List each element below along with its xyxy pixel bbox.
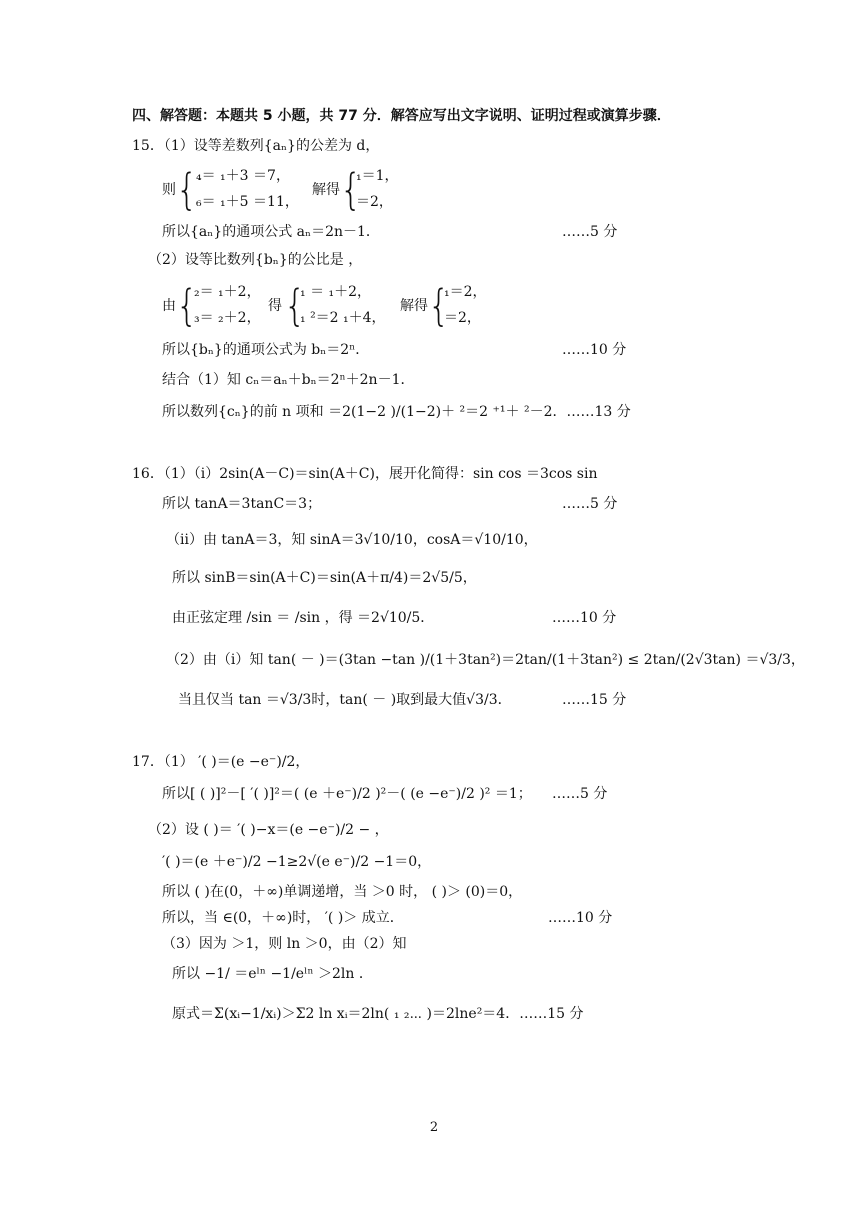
q17-line5: 所以 ( )在(0，＋∞)单调递增，当 ＞0 时， ( )＞ (0)＝0， <box>162 884 523 900</box>
q16-line7: 当且仅当 tan ＝√3/3时，tan( － )取到最大值√3/3． <box>178 692 512 708</box>
q15-jiede2: 解得 <box>400 298 428 314</box>
brace-sys1: { <box>176 165 198 215</box>
q17-line4: ′( )＝(e ＋e⁻)/2 −1≥2√(e e⁻)/2 −1＝0， <box>162 854 432 870</box>
score-q15-10: ……10 分 <box>562 342 627 358</box>
q15-sys3-row1: ₁ ＝ ₁＋2， <box>300 284 372 300</box>
q15-sol1-row1: ₁＝1， <box>356 168 399 184</box>
q15-sol2-row1: ₁＝2， <box>444 284 487 300</box>
q15-de: 得 <box>268 298 282 314</box>
q17-line7: （3）因为 ＞1，则 ln ＞0，由（2）知 <box>162 936 407 952</box>
score-q16-10: ……10 分 <box>552 610 617 626</box>
score-q16-5: ……5 分 <box>562 496 618 512</box>
page-number: 2 <box>429 1120 439 1135</box>
q17-line6: 所以，当 ∈(0，＋∞)时， ′( )＞ 成立． <box>162 910 404 926</box>
q15-line2: 所以{aₙ}的通项公式 aₙ＝2n－1． <box>162 224 380 240</box>
brace-sol2: { <box>428 281 450 331</box>
q15-line6: 所以数列{cₙ}的前 n 项和 ＝2(1−2 )/(1−2)＋ ²＝2 ⁺¹＋ ²－2．……13 分 <box>162 404 631 420</box>
q15-sys2-row1: ₂＝ ₁＋2， <box>194 284 261 300</box>
q15-sys1-row1: ₄＝ ₁＋3 ＝7， <box>196 168 290 184</box>
score-q17-5: ……5 分 <box>552 786 608 802</box>
q16-line1: 16．（1）（ⅰ）2sin(A－C)＝sin(A＋C)，展开化简得：sin cos ＝3cos sin <box>132 466 598 482</box>
q15-line3: （2）设等比数列{bₙ}的公比是 ， <box>148 252 363 268</box>
q16-line3: （ⅱ）由 tanA＝3，知 sinA＝3√10/10，cosA＝√10/10， <box>166 532 538 548</box>
q17-line1: 17．（1） ′( )＝(e −e⁻)/2， <box>132 754 310 770</box>
q15-sys1-row2: ₆＝ ₁＋5 ＝11， <box>196 194 299 210</box>
q15-sol2-row2: ＝2， <box>444 310 481 326</box>
score-q16-15: ……15 分 <box>562 692 627 708</box>
q15-you: 由 <box>162 298 176 314</box>
brace-sys3: { <box>284 281 306 331</box>
q15-sys3-row2: ₁ ²＝2 ₁＋4， <box>300 310 386 326</box>
brace-sol1: { <box>340 165 362 215</box>
q17-line9: 原式＝Σ(xᵢ−1/xᵢ)＞Σ2 ln xᵢ＝2ln( ₁ ₂⋯ )＝2lne²＝4．……15 分 <box>172 1006 584 1022</box>
score-q15-5: ……5 分 <box>562 224 618 240</box>
q16-line4: 所以 sinB＝sin(A＋C)＝sin(A＋π/4)＝2√5/5， <box>172 570 477 586</box>
q15-ze: 则 <box>162 182 176 198</box>
q15-line5: 结合（1）知 cₙ＝aₙ＋bₙ＝2ⁿ＋2n－1． <box>162 372 415 388</box>
q16-line6: （2）由（ⅰ）知 tan( － )＝(3tan −tan )/(1＋3tan²)＝2tan/(1＋3tan²) ≤ 2tan/(2√3tan) ＝√3/3， <box>166 652 805 668</box>
q17-line2: 所以[ ( )]²－[ ′( )]²＝( (e ＋e⁻)/2 )²－( (e −e⁻)/2 )² ＝1； <box>162 786 532 802</box>
q16-line5: 由正弦定理 /sin ＝ /sin ，得 ＝2√10/5． <box>172 610 435 626</box>
q16-line2: 所以 tanA＝3tanC＝3； <box>162 496 322 512</box>
q15-line1: 15．（1）设等差数列{aₙ}的公差为 d， <box>132 138 380 154</box>
q15-sys2-row2: ₃＝ ₂＋2， <box>194 310 261 326</box>
score-q17-10: ……10 分 <box>548 910 613 926</box>
section-header: 四、解答题：本题共 5 小题，共 77 分．解答应写出文字说明、证明过程或演算步骤． <box>132 108 671 124</box>
q15-sol1-row2: ＝2， <box>356 194 393 210</box>
q17-line3: （2）设 ( )＝ ′( )−x＝(e −e⁻)/2 − ， <box>148 822 389 838</box>
q17-line8: 所以 −1/ ＝eˡⁿ −1/eˡⁿ ＞2ln ． <box>172 966 373 982</box>
q15-jiede: 解得 <box>312 182 340 198</box>
brace-sys2: { <box>176 281 198 331</box>
q15-line4: 所以{bₙ}的通项公式为 bₙ＝2ⁿ． <box>162 342 370 358</box>
